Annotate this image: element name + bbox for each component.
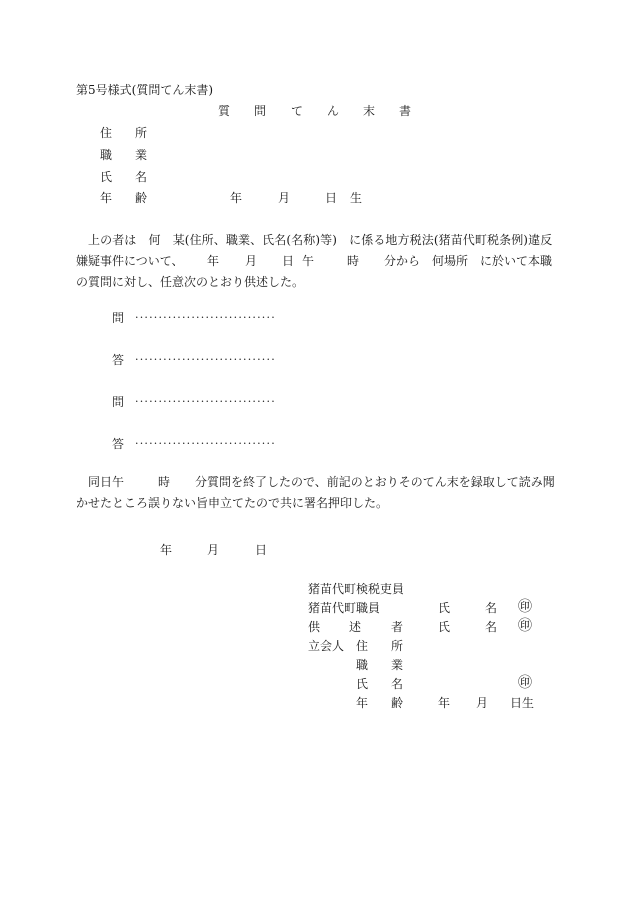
answer-label: 答 xyxy=(112,353,125,367)
answer-label: 答 xyxy=(112,437,125,451)
question-label: 問 xyxy=(112,395,125,409)
address-label-2: 所 xyxy=(135,126,148,140)
witness-birth-month: 月 xyxy=(476,696,489,710)
staff-title: 猪苗代町職員 xyxy=(308,601,381,615)
age-label-2: 齢 xyxy=(135,191,148,205)
intro-line-2-day: 日 xyxy=(282,254,295,268)
inspector-title: 猪苗代町検税吏員 xyxy=(308,582,405,596)
witness-label: 立会人 xyxy=(308,639,345,653)
witness-age-label-1: 年 xyxy=(356,696,369,710)
witness-address-label-1: 住 xyxy=(356,639,369,653)
seal-mark-icon: ㊞ xyxy=(518,618,532,634)
closing-line-1-a: 同日午 xyxy=(88,475,125,489)
intro-line-2-month: 月 xyxy=(245,254,258,268)
intro-line-2-hour: 時 xyxy=(347,254,360,268)
witness-address-label-2: 所 xyxy=(391,639,404,653)
occupation-label-1: 職 xyxy=(100,148,113,162)
birth-day: 日 xyxy=(325,191,338,205)
birth-year: 年 xyxy=(230,191,243,205)
question-label: 問 xyxy=(112,311,125,325)
staff-name-label-2: 名 xyxy=(485,601,498,615)
deponent-label-1: 供 xyxy=(308,620,321,634)
date-month: 月 xyxy=(207,543,220,557)
name-label-1: 氏 xyxy=(100,170,113,184)
title-char: 問 xyxy=(254,104,267,118)
address-label-1: 住 xyxy=(100,126,113,140)
form-label: 第5号様式(質問てん末書) xyxy=(76,83,213,97)
intro-line-1: 上の者は 何 某(住所、職業、氏名(名称)等) に係る地方税法(猪苗代町税条例)違反 xyxy=(88,233,553,247)
intro-line-2-a: 嫌疑事件について、 xyxy=(76,254,184,268)
date-day: 日 xyxy=(255,543,268,557)
deponent-name-label-2: 名 xyxy=(485,620,498,634)
closing-line-1-b: 分質問を終了したので、前記のとおりそのてん末を録取して読み聞 xyxy=(195,475,555,489)
title-char: 末 xyxy=(363,104,376,118)
date-year: 年 xyxy=(160,543,173,557)
birth-born: 生 xyxy=(350,191,363,205)
witness-occupation-label-2: 業 xyxy=(391,658,404,672)
closing-line-2: かせたところ誤りない旨申立てたので共に署名押印した。 xyxy=(76,496,389,510)
intro-line-2-noon: 午 xyxy=(302,254,315,268)
intro-line-2-b: 分から 何場所 に於いて本職 xyxy=(384,254,553,268)
closing-line-1-hour: 時 xyxy=(158,475,171,489)
witness-age-label-2: 齢 xyxy=(391,696,404,710)
witness-name-label-2: 名 xyxy=(391,677,404,691)
dotted-leader: ······························ xyxy=(135,395,276,408)
birth-month: 月 xyxy=(278,191,291,205)
dotted-leader: ······························ xyxy=(135,353,276,366)
deponent-name-label-1: 氏 xyxy=(438,620,451,634)
witness-name-label-1: 氏 xyxy=(356,677,369,691)
intro-line-3: の質問に対し、任意次のとおり供述した。 xyxy=(76,275,305,289)
occupation-label-2: 業 xyxy=(135,148,148,162)
dotted-leader: ······························ xyxy=(135,311,276,324)
name-label-2: 名 xyxy=(135,170,148,184)
deponent-label-3: 者 xyxy=(391,620,404,634)
title-char: ん xyxy=(327,104,340,118)
title-char: 書 xyxy=(399,104,412,118)
title-char: 質 xyxy=(218,104,231,118)
staff-name-label-1: 氏 xyxy=(438,601,451,615)
deponent-label-2: 述 xyxy=(349,620,362,634)
seal-mark-icon: ㊞ xyxy=(518,599,532,615)
witness-occupation-label-1: 職 xyxy=(356,658,369,672)
dotted-leader: ······························ xyxy=(135,437,276,450)
intro-line-2-year: 年 xyxy=(207,254,220,268)
seal-mark-icon: ㊞ xyxy=(518,675,532,691)
witness-birth-day-born: 日生 xyxy=(510,696,535,710)
witness-birth-year: 年 xyxy=(438,696,451,710)
age-label-1: 年 xyxy=(100,191,113,205)
title-char: て xyxy=(291,104,304,118)
